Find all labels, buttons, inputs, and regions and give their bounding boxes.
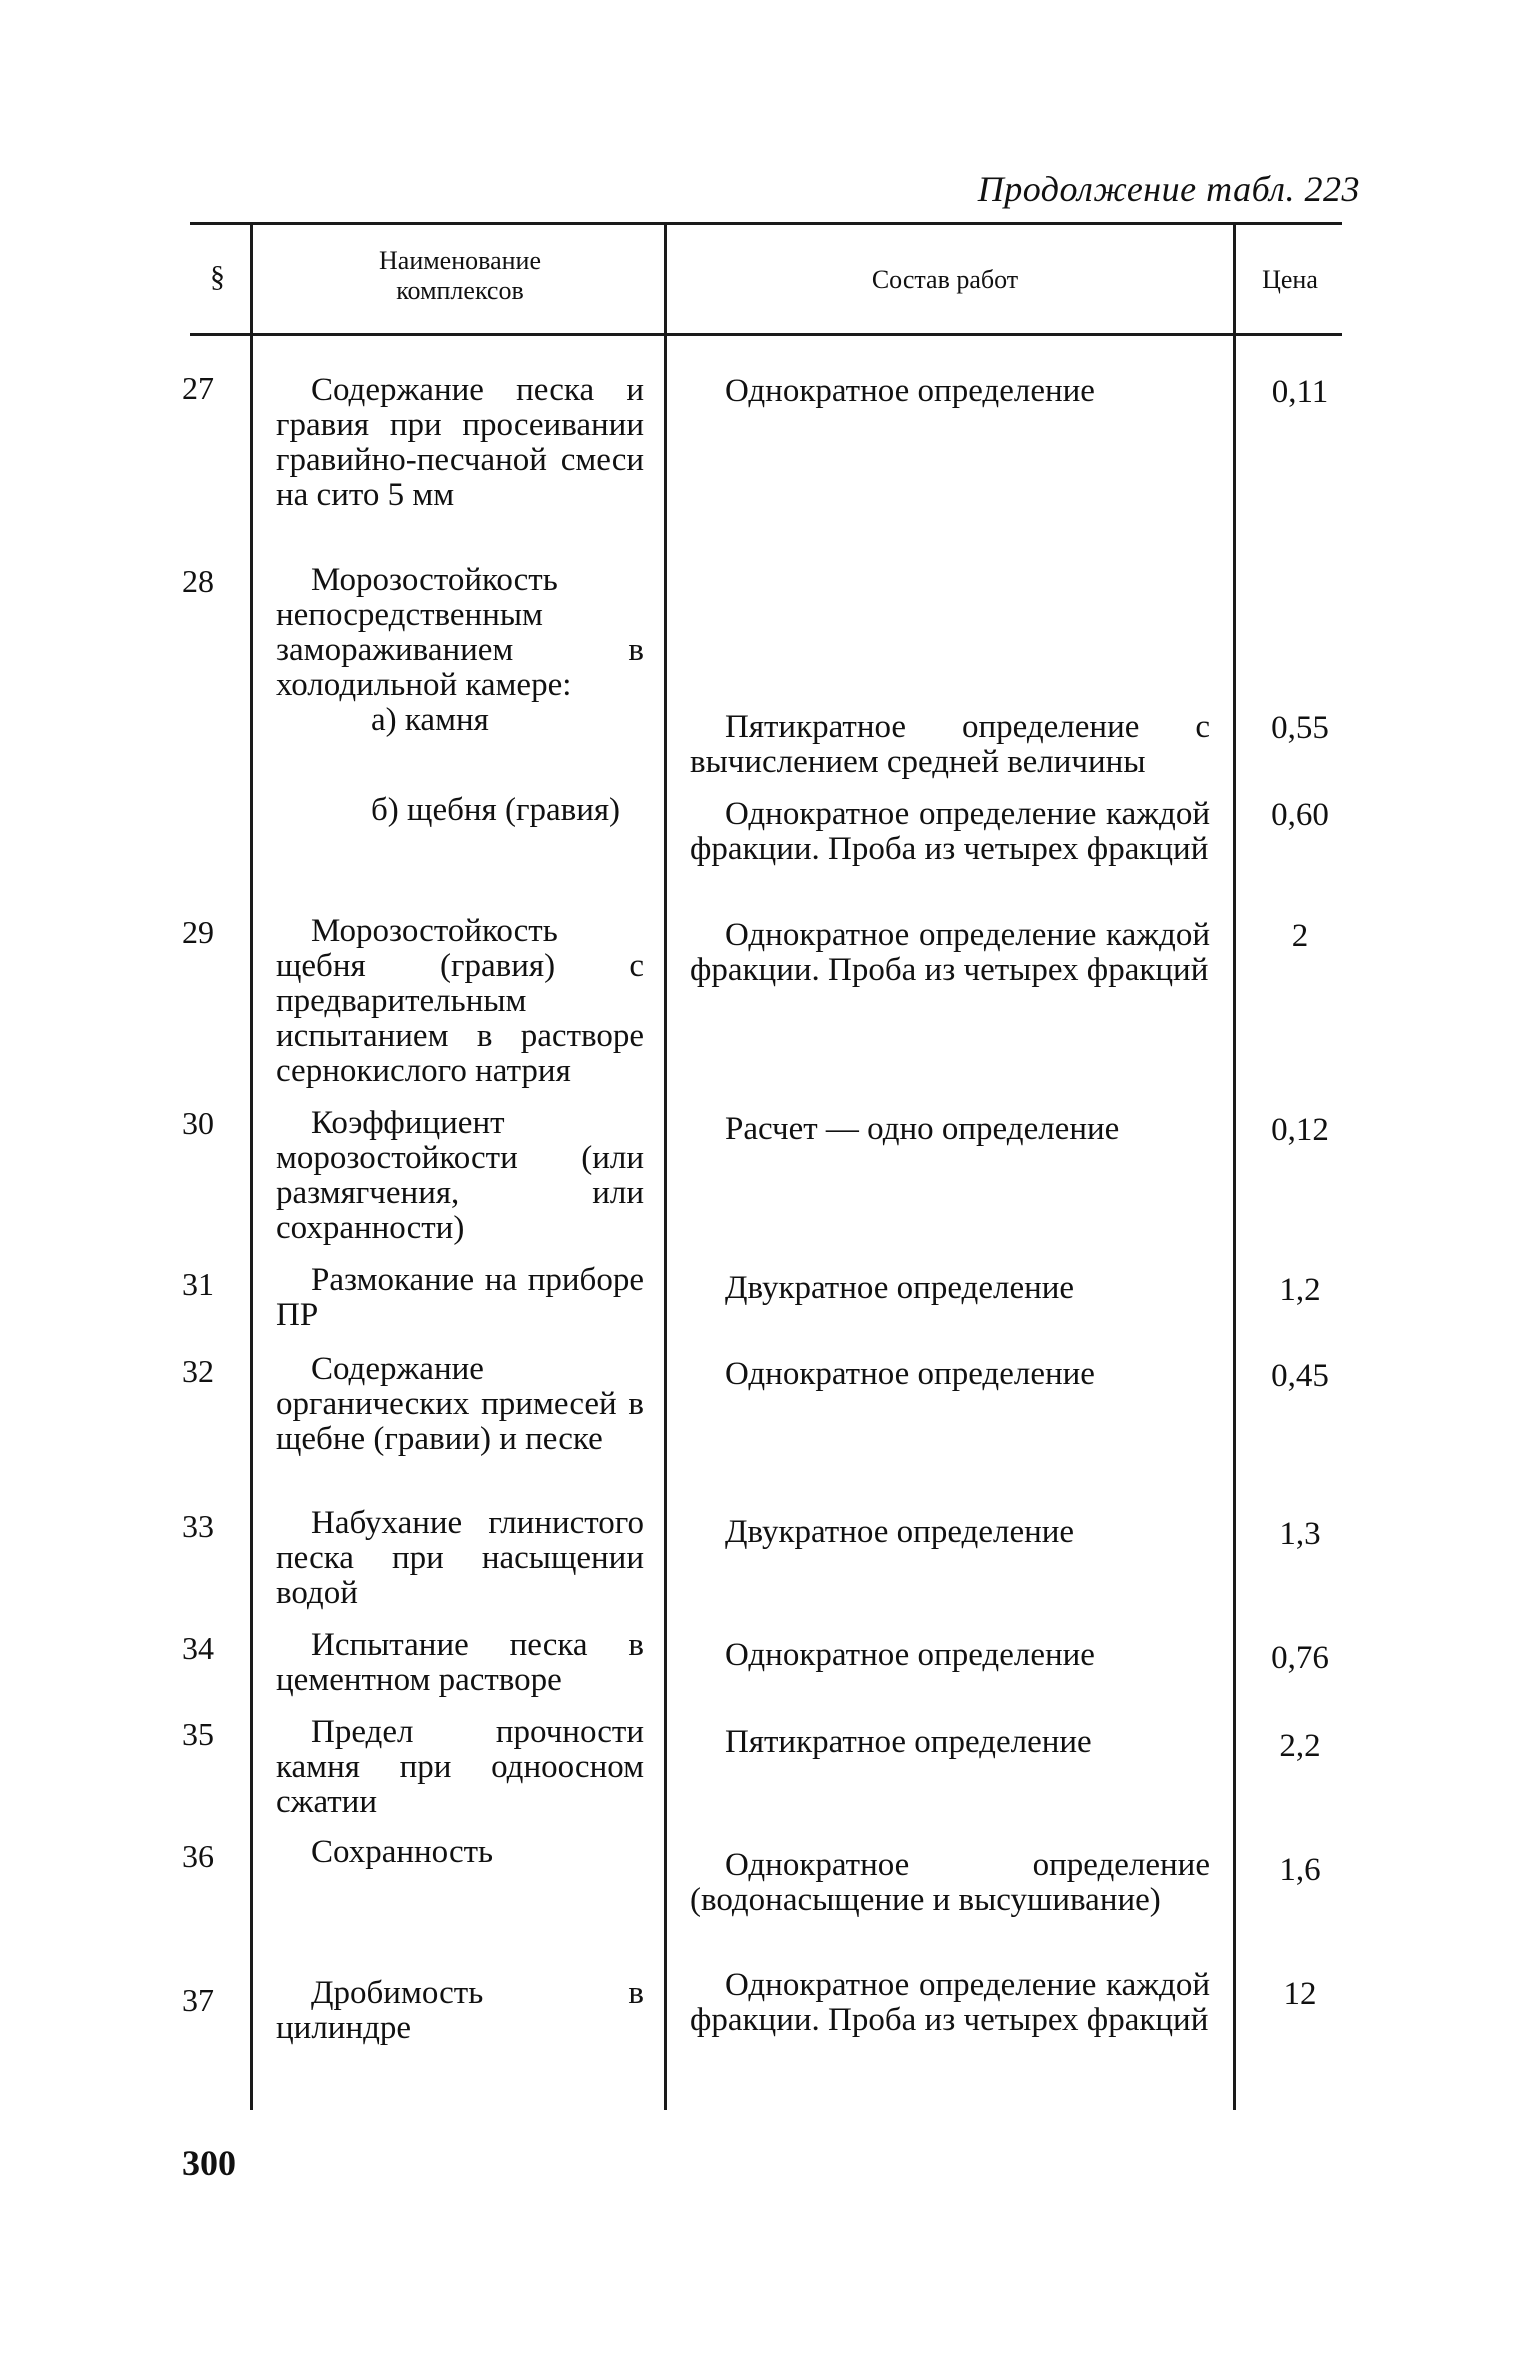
row-31-work: Двукратное определение (725, 1270, 1075, 1306)
row-33-work: Двукратное определение (725, 1514, 1075, 1550)
row-29-name: Морозостойкость щебня (гравия) с предварительным испытанием в растворе сернокислого натрия (276, 913, 644, 1089)
row-27-number: 27 (182, 370, 214, 406)
row-37-name: Дробимость в цилиндре (276, 1975, 644, 2046)
row-30-work: Расчет — одно определение (725, 1111, 1120, 1147)
row-28-name: Морозостойкость непосредственным замораживанием в холодильной камере: (276, 562, 644, 703)
row-34-work: Однократное определение (725, 1637, 1095, 1673)
row-28-number: 28 (182, 563, 214, 599)
row-29-work: Однократное определение каждой фракции. Проба из четырех фракций (690, 917, 1210, 988)
row-31-price: 1,2 (1279, 1272, 1321, 1308)
row-32-work: Однократное определение (725, 1356, 1095, 1392)
row-35-work: Пятикратное определение (725, 1724, 1092, 1760)
page-number: 300 (182, 2143, 236, 2183)
table-header-rule (190, 333, 1342, 336)
row-28b-name: б) щебня (гравия) (371, 792, 621, 828)
row-28a-price: 0,55 (1271, 710, 1329, 746)
row-36-price: 1,6 (1279, 1852, 1321, 1888)
row-37-number: 37 (182, 1982, 214, 2018)
row-35-name: Предел прочности камня при одноосном сжатии (276, 1714, 644, 1820)
row-27-price: 0,11 (1271, 374, 1329, 410)
row-32-price: 0,45 (1271, 1358, 1329, 1394)
row-30-price: 0,12 (1271, 1112, 1329, 1148)
row-31-name: Размокание на приборе ПР (276, 1262, 644, 1333)
row-35-number: 35 (182, 1716, 214, 1752)
table-top-rule (190, 222, 1342, 225)
column-divider-2 (664, 225, 667, 2110)
row-33-price: 1,3 (1279, 1516, 1321, 1552)
row-34-price: 0,76 (1271, 1640, 1329, 1676)
row-30-name: Коэффициент морозостойкости (или размягчения, или сохранности) (276, 1105, 644, 1246)
row-29-number: 29 (182, 914, 214, 950)
row-28a-work: Пятикратное определение с вычислением средней величины (690, 709, 1210, 780)
header-section: § (210, 260, 225, 293)
row-28a-name: а) камня (371, 702, 489, 738)
column-divider-3 (1233, 225, 1236, 2110)
row-30-number: 30 (182, 1105, 214, 1141)
header-price: Цена (1262, 265, 1318, 294)
row-33-name: Набухание глинистого песка при насыщении водой (276, 1505, 644, 1611)
row-33-number: 33 (182, 1508, 214, 1544)
row-29-price: 2 (1291, 918, 1309, 954)
row-27-work: Однократное определение (725, 373, 1095, 409)
row-36-number: 36 (182, 1838, 214, 1874)
row-27-name: Содержание песка и гравия при просеивании гравийно-песчаной смеси на сито 5 мм (276, 372, 644, 513)
row-28b-price: 0,60 (1271, 797, 1329, 833)
column-divider-1 (250, 225, 253, 2110)
row-31-number: 31 (182, 1266, 214, 1302)
header-work: Состав работ (871, 265, 1019, 294)
row-35-price: 2,2 (1279, 1728, 1321, 1764)
row-36-name: Сохранность (311, 1834, 494, 1870)
row-32-name: Содержание органических примесей в щебне (гравии) и песке (276, 1351, 644, 1457)
row-37-price: 12 (1283, 1976, 1317, 2012)
table-continuation-title: Продолжение табл. 223 (977, 169, 1360, 209)
row-37-work: Однократное определение каждой фракции. Проба из четырех фракций (690, 1967, 1210, 2038)
row-34-name: Испытание песка в цементном растворе (276, 1627, 644, 1698)
header-name: Наименование комплексов (379, 246, 541, 305)
row-36-work: Однократное определение (водонасыщение и высушивание) (690, 1847, 1210, 1918)
row-32-number: 32 (182, 1353, 214, 1389)
row-28b-work: Однократное определение каждой фракции. Проба из четырех фракций (690, 796, 1210, 867)
row-34-number: 34 (182, 1630, 214, 1666)
